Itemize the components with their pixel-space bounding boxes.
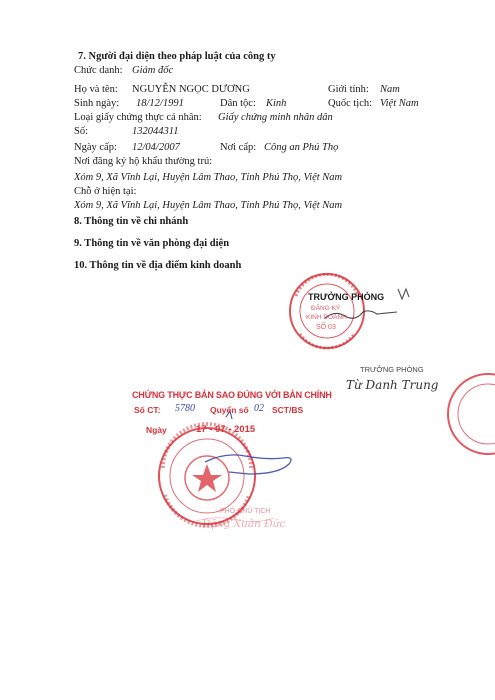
gender-label: Giới tính: [328, 84, 369, 95]
perm-address-label: Nơi đăng ký hộ khẩu thường trú: [74, 156, 213, 167]
name-value: NGUYỄN NGỌC DƯƠNG [132, 84, 250, 95]
book-suffix: SCT/BS [272, 405, 304, 415]
position-label: Chức danh: [74, 65, 123, 76]
curr-address-label: Chỗ ở hiện tại: [74, 186, 137, 197]
vice-chairman-title: PHÓ CHỦ TỊCH [220, 508, 271, 515]
ct-value: 5780 [175, 403, 195, 414]
head-title-2: TRƯỞNG PHÒNG [360, 365, 424, 374]
book-value: 02 [254, 403, 264, 414]
issue-date-label: Ngày cấp: [74, 142, 117, 153]
idtype-label: Loại giấy chứng thực cá nhân: [74, 112, 202, 123]
certification-line: CHỨNG THỰC BẢN SAO ĐÚNG VỚI BẢN CHÍNH [132, 390, 332, 400]
date-label: Ngày [146, 425, 167, 435]
section-9-title: 9. Thông tin về văn phòng đại diện [74, 238, 230, 249]
section-8-title: 8. Thông tin về chi nhánh [74, 216, 189, 227]
ethnic-label: Dân tộc: [220, 98, 256, 109]
nationality-label: Quốc tịch: [328, 98, 373, 109]
dob-value: 18/12/1991 [136, 98, 184, 109]
idno-value: 132044311 [132, 126, 179, 137]
issue-place-label: Nơi cấp: [220, 142, 257, 153]
section-10-title: 10. Thông tin về địa điểm kinh doanh [74, 260, 242, 271]
signature-blue [205, 455, 291, 474]
stamp-inner-2: KINH DOANH [306, 314, 347, 321]
ethnic-value: Kinh [266, 98, 287, 109]
idtype-value: Giấy chứng minh nhân dân [218, 112, 333, 123]
idno-label: Số: [74, 126, 89, 137]
ct-label: Số CT: [134, 405, 161, 415]
dob-label: Sinh ngày: [74, 98, 120, 109]
name-label: Họ và tên: [74, 84, 118, 95]
stamp-inner-3: SỐ 03 [316, 324, 336, 331]
section-7-title: 7. Người đại diện theo pháp luật của công ty [78, 51, 276, 62]
position-value: Giám đốc [132, 65, 174, 76]
right-edge-stamp [448, 374, 495, 454]
gender-value: Nam [380, 84, 400, 95]
issue-place-value: Công an Phú Thọ [264, 142, 339, 153]
head-name-2: Từ Danh Trung [346, 378, 439, 392]
perm-address-value: Xóm 9, Xã Vĩnh Lại, Huyện Lâm Thao, Tỉnh Phú Thọ, Việt Nam [74, 172, 343, 183]
issue-date-value: 12/04/2007 [132, 142, 180, 153]
vice-chairman-name: Đặng Xuân Đức [202, 518, 286, 530]
curr-address-value: Xóm 9, Xã Vĩnh Lại, Huyện Lâm Thao, Tỉnh Phú Thọ, Việt Nam [74, 200, 343, 211]
nationality-value: Việt Nam [380, 98, 419, 109]
head-title-1: TRƯỞNG PHÒNG [308, 292, 385, 302]
book-label: Quyển số [210, 405, 249, 415]
date-value: 17 - 07 - 2015 [196, 424, 256, 435]
stamp-inner-1: ĐĂNG KÝ [311, 305, 341, 312]
